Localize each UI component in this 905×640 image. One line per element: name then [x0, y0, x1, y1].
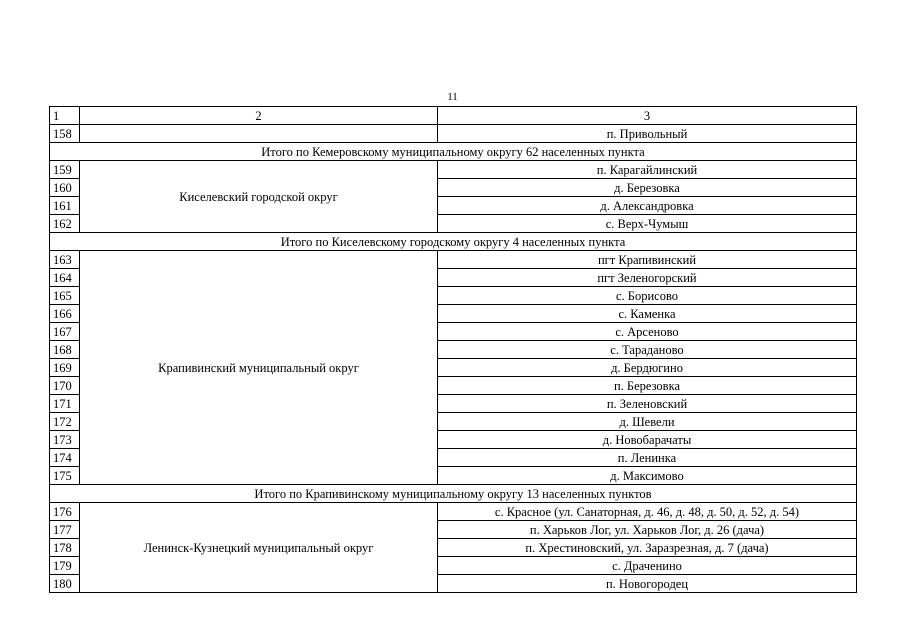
table-row — [50, 251, 857, 269]
district-cell: Крапивинский муниципальный округ — [80, 251, 438, 485]
settlements-table — [49, 106, 857, 593]
row-number: 160 — [50, 179, 80, 197]
settlement-cell: пгт Зеленогорский — [438, 269, 857, 287]
settlement-cell: п. Карагайлинский — [438, 161, 857, 179]
settlement-cell: п. Хрестиновский, ул. Заразрезная, д. 7 (дача) — [438, 539, 857, 557]
row-number: 174 — [50, 449, 80, 467]
row-number: 161 — [50, 197, 80, 215]
row-number: 167 — [50, 323, 80, 341]
row-number: 159 — [50, 161, 80, 179]
row-number: 165 — [50, 287, 80, 305]
table-header-row — [50, 107, 857, 125]
row-number: 164 — [50, 269, 80, 287]
settlement-cell: п. Привольный — [438, 125, 857, 143]
total-row — [50, 233, 857, 251]
row-number: 168 — [50, 341, 80, 359]
settlement-cell: пгт Крапивинский — [438, 251, 857, 269]
row-number: 180 — [50, 575, 80, 593]
row-number: 158 — [50, 125, 80, 143]
district-cell: Киселевский городской округ — [80, 161, 438, 233]
total-row — [50, 485, 857, 503]
row-number: 173 — [50, 431, 80, 449]
settlement-cell: д. Новобарачаты — [438, 431, 857, 449]
settlement-cell: с. Каменка — [438, 305, 857, 323]
row-number: 170 — [50, 377, 80, 395]
header-col-1: 1 — [50, 107, 80, 125]
settlement-cell: с. Арсеново — [438, 323, 857, 341]
total-kemerovo: Итого по Кемеровскому муниципальному округу 62 населенных пункта — [50, 143, 857, 161]
table-row — [50, 161, 857, 179]
row-number: 175 — [50, 467, 80, 485]
row-number: 162 — [50, 215, 80, 233]
page-number: 11 — [447, 91, 458, 103]
settlement-cell: п. Харьков Лог, ул. Харьков Лог, д. 26 (дача) — [438, 521, 857, 539]
total-kiselevsk: Итого по Киселевскому городскому округу 4 населенных пункта — [50, 233, 857, 251]
settlement-cell: с. Верх-Чумыш — [438, 215, 857, 233]
total-krapivino: Итого по Крапивинскому муниципальному округу 13 населенных пунктов — [50, 485, 857, 503]
settlement-cell: д. Бердюгино — [438, 359, 857, 377]
settlement-cell: с. Красное (ул. Санаторная, д. 46, д. 48, д. 50, д. 52, д. 54) — [438, 503, 857, 521]
row-number: 177 — [50, 521, 80, 539]
district-cell — [80, 125, 438, 143]
settlement-cell: п. Ленинка — [438, 449, 857, 467]
settlement-cell: с. Тараданово — [438, 341, 857, 359]
settlement-cell: п. Новогородец — [438, 575, 857, 593]
row-number: 171 — [50, 395, 80, 413]
row-number: 163 — [50, 251, 80, 269]
row-number: 178 — [50, 539, 80, 557]
row-number: 169 — [50, 359, 80, 377]
row-number: 176 — [50, 503, 80, 521]
table-row — [50, 125, 857, 143]
header-col-3: 3 — [438, 107, 857, 125]
row-number: 179 — [50, 557, 80, 575]
settlement-cell: д. Березовка — [438, 179, 857, 197]
settlement-cell: с. Драченино — [438, 557, 857, 575]
settlement-cell: д. Александровка — [438, 197, 857, 215]
header-col-2: 2 — [80, 107, 438, 125]
settlement-cell: с. Борисово — [438, 287, 857, 305]
settlement-cell: п. Березовка — [438, 377, 857, 395]
settlement-cell: д. Максимово — [438, 467, 857, 485]
settlement-cell: п. Зеленовский — [438, 395, 857, 413]
total-row — [50, 143, 857, 161]
district-cell: Ленинск-Кузнецкий муниципальный округ — [80, 503, 438, 593]
row-number: 172 — [50, 413, 80, 431]
table-row — [50, 503, 857, 521]
settlement-cell: д. Шевели — [438, 413, 857, 431]
row-number: 166 — [50, 305, 80, 323]
